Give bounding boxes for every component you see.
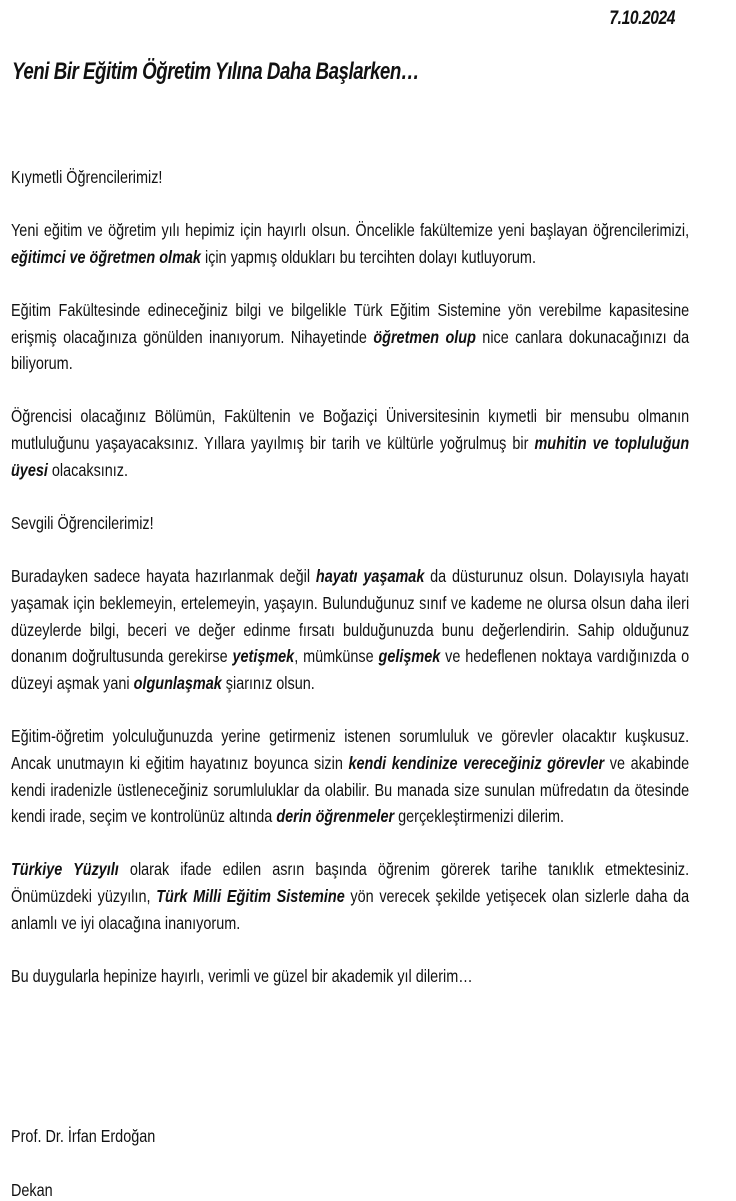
paragraph-text: , mümkünse	[294, 646, 379, 667]
paragraph-text: Öğrencisi olacağınız Bölümün, Fakültenin ve Boğaziçi Üniversitesinin kıymetli bir mensubu olmanın mutluluğunu yaşayacaksınız. Yıllara yayılmış bir tarih ve kültürle yoğrulmuş bir	[11, 406, 690, 454]
paragraph-text: Eğitim Fakültesinde edineceğiniz bilgi ve bilgelikle Türk Eğitim Sistemine yön verebilme kapasitesine erişmiş olacağınıza gönülden inanıyorum. Nihayetinde	[11, 299, 690, 347]
paragraph-text: Buradayken sadece hayata hazırlanmak değil	[11, 565, 316, 586]
emphasis-text: gelişmek	[378, 646, 441, 667]
emphasis-text: Türk Milli Eğitim Sistemine	[156, 886, 345, 907]
emphasis-text: öğretmen olup	[373, 326, 476, 347]
paragraph-text: nice canlara dokunacağınızı da biliyorum.	[11, 326, 690, 374]
emphasis-text: olgunlaşmak	[133, 673, 222, 694]
signature-role: Dekan	[11, 1180, 53, 1200]
paragraph-text: olarak ifade edilen asrın başında öğrenim görerek tarihe tanıklık etmektesiniz. Önümüzdeki yüzyılın,	[11, 859, 690, 907]
closing-line: Bu duygularla hepinize hayırlı, verimli ve güzel bir akademik yıl dilerim…	[11, 966, 473, 987]
emphasis-text: derin öğrenmeler	[276, 806, 395, 827]
emphasis-text: muhitin ve topluluğun üyesi	[11, 433, 690, 480]
emphasis-text: yetişmek	[232, 646, 295, 667]
emphasis-text: kendi kendinize vereceğiniz görevler	[348, 752, 605, 773]
paragraph-text: ve hedeflenen noktaya vardığınızda o düzeyi aşmak yani	[11, 646, 690, 694]
paragraph-text: için yapmış oldukları bu tercihten dolayı kutluyorum.	[200, 246, 536, 267]
paragraph-3	[11, 403, 689, 483]
paragraph-text: şiarınız olsun.	[221, 673, 315, 694]
emphasis-text: eğitimci ve öğretmen olmak	[11, 246, 201, 267]
signature-name: Prof. Dr. İrfan Erdoğan	[11, 1126, 156, 1146]
greeting: Kıymetli Öğrencilerimiz!	[11, 167, 163, 187]
greeting-2: Sevgili Öğrencilerimiz!	[11, 512, 154, 533]
paragraph-text: da düsturunuz olsun. Dolayısıyla hayatı yaşamak için beklemeyin, ertelemeyin, yaşayın. Bulunduğunuz sınıf ve kademe ne olursa olsun daha ileri düzeylerde bilgi, beceri ve değer edinme fırsatı bulduğunuzda bunu değerlendirin. Sahip olduğunuz donanım doğrultusunda gerekirse	[11, 565, 690, 667]
paragraph-4	[11, 563, 689, 697]
paragraph-text: ve akabinde kendi iradenizle üstleneceğiniz sorumluluklar da olabilir. Bu manada size sunulan müfredatın da ötesinde kendi irade, seçim ve kontrolünüz altında	[11, 752, 690, 827]
letter-date: 7.10.2024	[609, 8, 675, 29]
paragraph-text: Eğitim-öğretim yolculuğunuzda yerine getirmeniz istenen sorumluluk ve görevler olacaktır kuşkusuz. Ancak unutmayın ki eğitim hayatınız boyunca sizin	[11, 726, 690, 773]
paragraph-text: Yeni eğitim ve öğretim yılı hepimiz için hayırlı olsun. Öncelikle fakültemize yeni başlayan öğrencilerimizi,	[11, 219, 690, 240]
paragraph-5	[11, 723, 689, 830]
paragraph-1	[11, 217, 689, 271]
paragraph-text: gerçekleştirmenizi dilerim.	[394, 806, 565, 827]
emphasis-text: hayatı yaşamak	[315, 565, 425, 586]
letter-title: Yeni Bir Eğitim Öğretim Yılına Daha Başlarken…	[12, 58, 420, 85]
emphasis-text: Türkiye Yüzyılı	[11, 859, 119, 880]
letter-body	[11, 164, 689, 1016]
paragraph-text: yön verecek şekilde yetişecek olan sizlerle daha da anlamlı ve iyi olacağına inanıyorum.	[11, 886, 690, 934]
paragraph-2	[11, 297, 689, 377]
paragraph-text: olacaksınız.	[47, 459, 129, 480]
paragraph-6	[11, 856, 689, 936]
